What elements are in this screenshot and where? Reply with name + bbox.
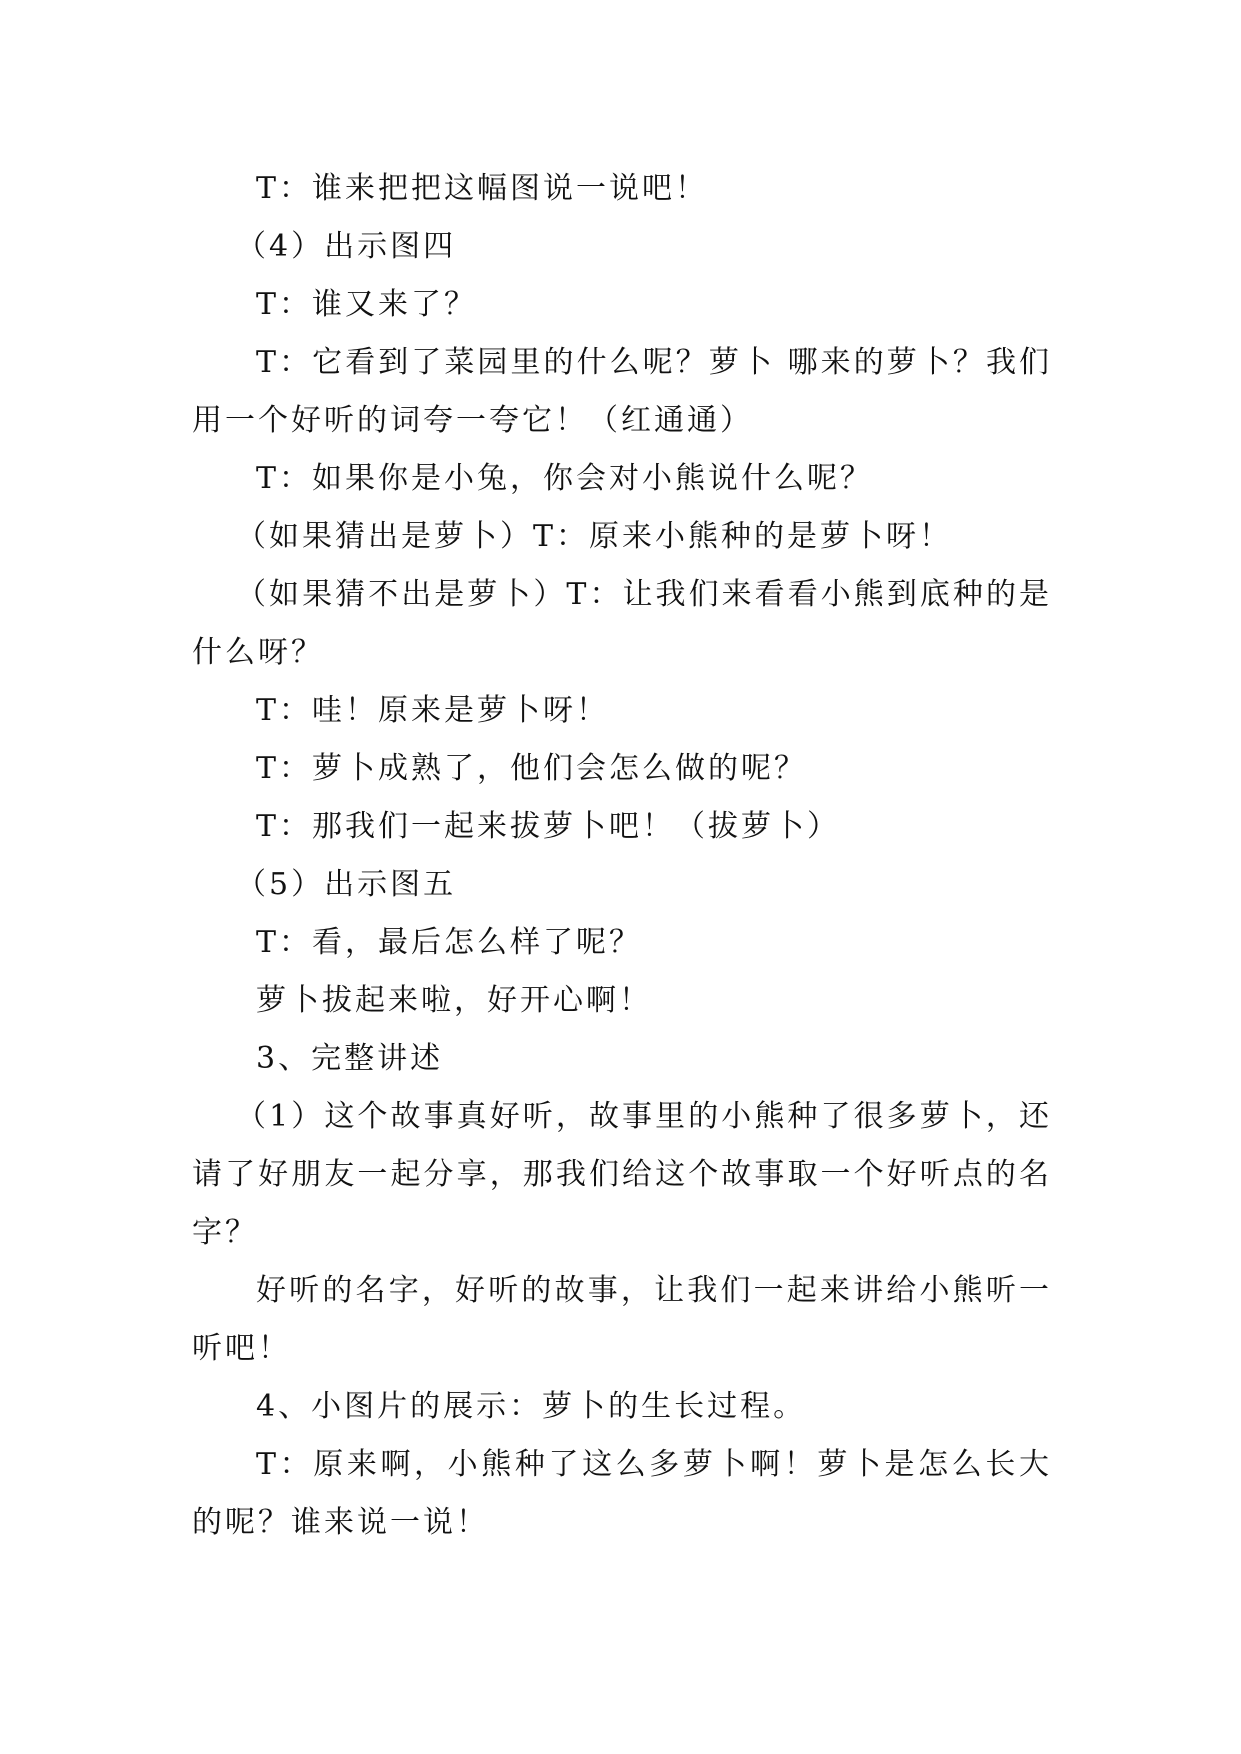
paragraph: （4）出示图四 <box>236 229 457 264</box>
paragraph: （1）这个故事真好听，故事里的小熊种了很多萝卜，还请了好朋友一起分享，那我们给这个故事取一个好听点的名字？ <box>192 1099 1052 1250</box>
paragraph: 好听的名字，好听的故事，让我们一起来讲给小熊听一听吧！ <box>192 1273 1052 1366</box>
paragraph: T：那我们一起来拔萝卜吧！（拔萝卜） <box>256 809 841 844</box>
document-body <box>192 160 1052 1552</box>
paragraph: T：如果你是小兔，你会对小熊说什么呢？ <box>256 461 874 496</box>
paragraph: （如果猜不出是萝卜）T：让我们来看看小熊到底种的是什么呀？ <box>192 577 1052 670</box>
paragraph: T：萝卜成熟了，他们会怎么做的呢？ <box>256 751 808 786</box>
paragraph: T：它看到了菜园里的什么呢？萝卜 哪来的萝卜？我们用一个好听的词夸一夸它！（红通通） <box>192 345 1052 438</box>
paragraph: （如果猜出是萝卜）T：原来小熊种的是萝卜呀！ <box>236 519 953 554</box>
paragraph: T：原来啊，小熊种了这么多萝卜啊！萝卜是怎么长大的呢？谁来说一说！ <box>192 1447 1052 1540</box>
section-heading: 3、完整讲述 <box>256 1041 444 1076</box>
paragraph: T：看，最后怎么样了呢？ <box>256 925 643 960</box>
paragraph: （5）出示图五 <box>236 867 457 902</box>
paragraph: T：谁来把把这幅图说一说吧！ <box>256 171 709 206</box>
paragraph: 萝卜拔起来啦，好开心啊！ <box>256 983 652 1018</box>
paragraph: T：哇！原来是萝卜呀！ <box>256 693 610 728</box>
section-heading: 4、小图片的展示：萝卜的生长过程。 <box>256 1389 807 1424</box>
paragraph: T：谁又来了？ <box>256 287 478 322</box>
